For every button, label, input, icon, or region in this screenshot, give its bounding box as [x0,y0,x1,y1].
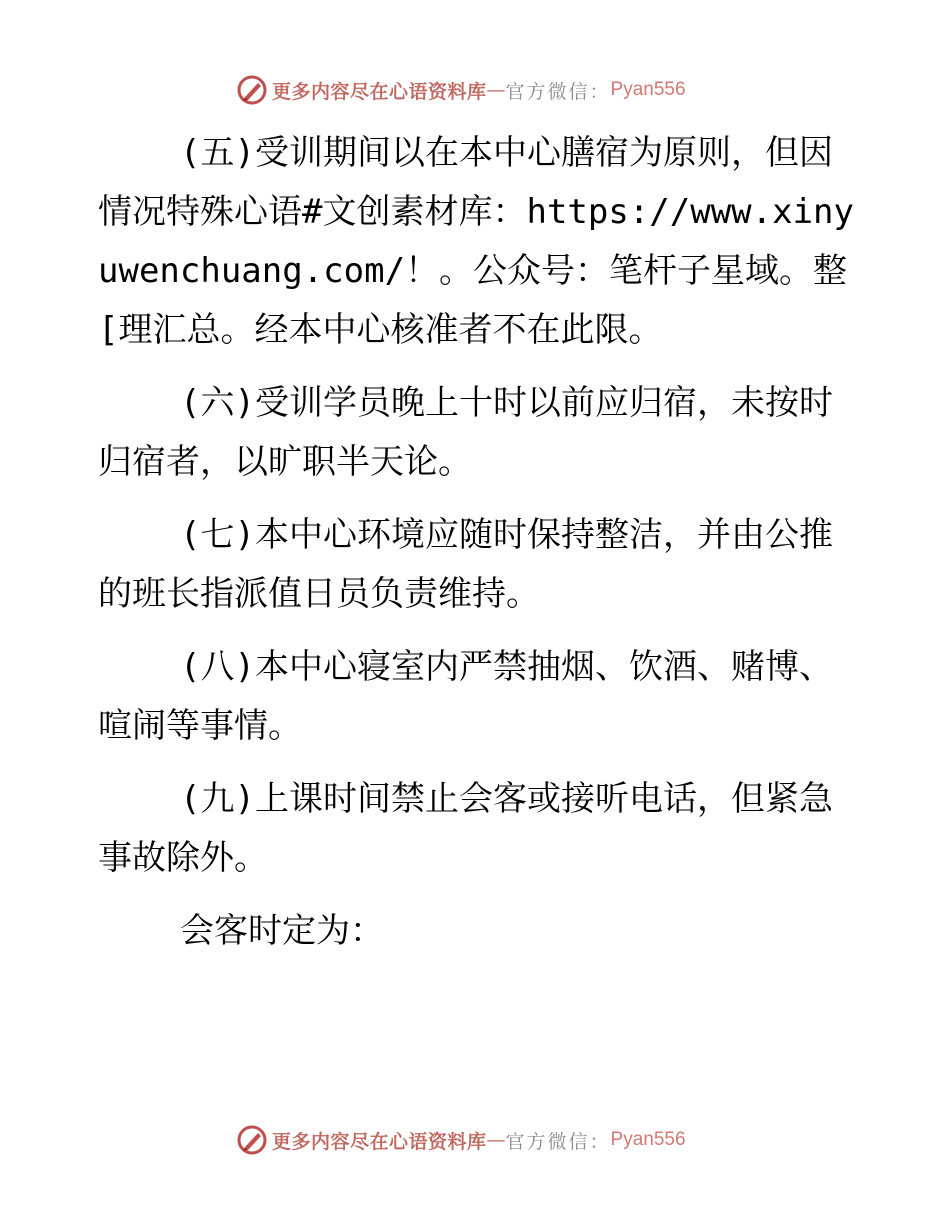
watermark-dash: — [486,1129,506,1151]
watermark-wechat-id: Pyan556 [610,1129,686,1150]
footer-watermark [236,1122,686,1158]
paragraph-8: (八)本中心寝室内严禁抽烟、饮酒、赌博、喧闹等事情。 [98,647,833,746]
paragraph-visiting-hours: 会客时定为： [180,911,384,951]
watermark-main-text: 更多内容尽在心语资料库 [272,1130,487,1153]
paragraph-7: (七)本中心环境应随时保持整洁，并由公推的班长指派值日员负责维持。 [98,515,833,614]
pen-logo-icon [236,74,268,106]
header-watermark [236,72,686,108]
watermark-side-text: 官方微信： [505,80,611,103]
paragraph-9: (九)上课时间禁止会客或接听电话，但紧急事故除外。 [98,779,833,878]
watermark-dash: — [486,79,506,101]
watermark-wechat-id: Pyan556 [610,79,686,100]
document-body [98,124,858,975]
watermark-main-text: 更多内容尽在心语资料库 [272,80,487,103]
paragraph-6: (六)受训学员晚上十时以前应归宿，未按时归宿者，以旷职半天论。 [98,383,833,482]
watermark-side-text: 官方微信： [505,1130,611,1153]
paragraph-5: (五)受训期间以在本中心膳宿为原则，但因情况特殊心语#文创素材库：https://www.xinyuwenchuang.com/！。公众号：笔杆子星域。整[理汇总。经本中心核准者不在此限。 [98,133,854,350]
pen-logo-icon [236,1124,268,1156]
